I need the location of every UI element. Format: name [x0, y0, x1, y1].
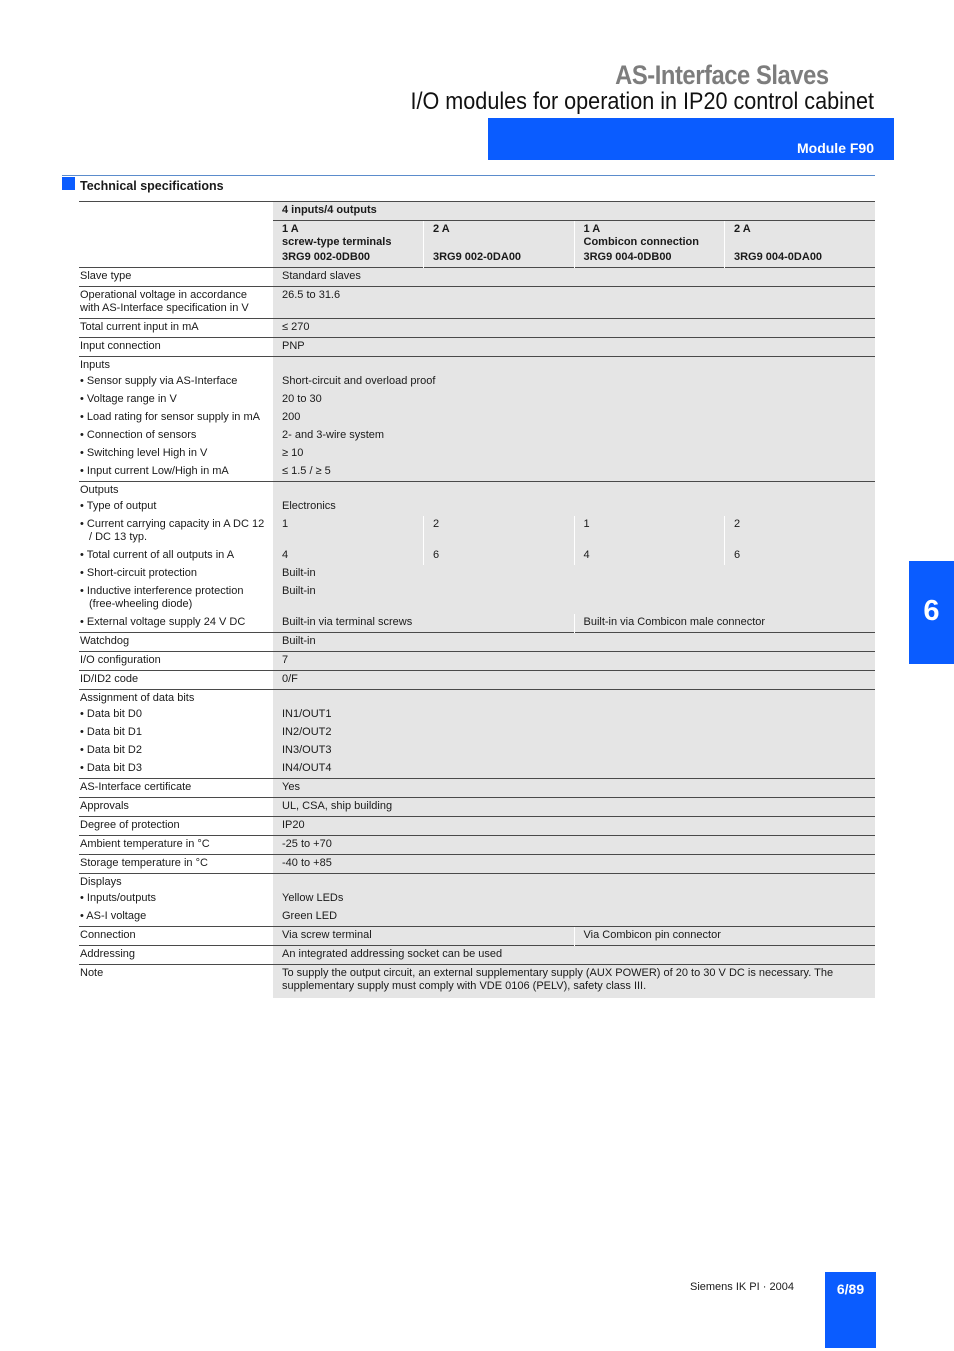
table-row: Note To supply the output circuit, an external supplementary supply (AUX POWER) of 20 to 30 V DC is necessary. The supplementary supply must comply with VDE 0106 (PELV), safety class III. — [79, 965, 875, 999]
table-row: • Sensor supply via AS-Interface Short-circuit and overload proof — [79, 373, 875, 391]
table-row: • Type of output Electronics — [79, 498, 875, 516]
table-row: • Data bit D2 IN3/OUT3 — [79, 742, 875, 760]
section-rule — [62, 175, 875, 176]
table-row: Total current input in mA ≤ 270 — [79, 319, 875, 338]
table-row: • Voltage range in V 20 to 30 — [79, 391, 875, 409]
section-marker — [62, 177, 75, 190]
table-row: • Inputs/outputs Yellow LEDs — [79, 890, 875, 908]
table-row: • Switching level High in V ≥ 10 — [79, 445, 875, 463]
table-row: Storage temperature in °C -40 to +85 — [79, 855, 875, 874]
table-row: • Data bit D1 IN2/OUT2 — [79, 724, 875, 742]
table-row: AS-Interface certificate Yes — [79, 779, 875, 798]
table-row: • Total current of all outputs in A 4 6 4 6 — [79, 547, 875, 565]
table-row: I/O configuration 7 — [79, 652, 875, 671]
column-order-no: 3RG9 002-0DA00 — [433, 251, 522, 263]
table-row: • Load rating for sensor supply in mA 200 — [79, 409, 875, 427]
column-order-no: 3RG9 004-0DB00 — [583, 251, 672, 263]
page-number: 6/89 — [836, 1281, 865, 1297]
table-row: • Data bit D0 IN1/OUT1 — [79, 706, 875, 724]
table-row: Degree of protection IP20 — [79, 817, 875, 836]
column-rating: 2 A — [734, 223, 751, 235]
table-row: Watchdog Built-in — [79, 633, 875, 652]
table-row: Operational voltage in accordance with AS-Interface specification in V 26.5 to 31.6 — [79, 287, 875, 319]
table-group-heading: Assignment of data bits — [79, 690, 875, 707]
table-group-heading: Outputs — [79, 482, 875, 499]
column-connection — [734, 236, 871, 249]
column-header — [574, 221, 725, 268]
column-header — [424, 221, 575, 268]
column-rating: 1 A — [282, 223, 299, 235]
table-row: • Input current Low/High in mA ≤ 1.5 / ≥ 5 — [79, 463, 875, 482]
catalog-subtitle: I/O modules for operation in IP20 control cabinet — [410, 88, 874, 115]
column-connection: Combicon connection — [583, 236, 699, 248]
table-row: • AS-I voltage Green LED — [79, 908, 875, 927]
column-connection: screw-type terminals — [282, 236, 392, 248]
table-row: • Connection of sensors 2- and 3-wire system — [79, 427, 875, 445]
table-row: Ambient temperature in °C -25 to +70 — [79, 836, 875, 855]
column-header — [725, 221, 876, 268]
section-title: Technical specifications — [80, 179, 224, 193]
header-columns-row — [79, 221, 875, 268]
chapter-number: 6 — [923, 595, 940, 627]
table-group-heading: Inputs — [79, 357, 875, 374]
table-row: • Data bit D3 IN4/OUT4 — [79, 760, 875, 779]
table-row: Approvals UL, CSA, ship building — [79, 798, 875, 817]
spec-table — [79, 201, 875, 998]
table-group-heading: Displays — [79, 874, 875, 891]
table-row: Slave type Standard slaves — [79, 268, 875, 287]
header-group-row — [79, 202, 875, 221]
table-row: Input connection PNP — [79, 338, 875, 357]
module-label: Module F90 — [796, 140, 874, 156]
table-row: Connection Via screw terminal Via Combicon pin connector — [79, 927, 875, 946]
page-number-box — [825, 1272, 876, 1348]
column-connection — [433, 236, 570, 249]
chapter-tab — [909, 561, 954, 664]
table-row: • Inductive interference protection (free-wheeling diode) Built-in — [79, 583, 875, 614]
group-header: 4 inputs/4 outputs — [273, 202, 875, 221]
module-banner — [488, 118, 894, 160]
column-rating: 2 A — [433, 223, 450, 235]
table-row: • Current carrying capacity in A DC 12 / DC 13 typ. 1 2 1 2 — [79, 516, 875, 547]
table-row: • Short-circuit protection Built-in — [79, 565, 875, 583]
column-header — [273, 221, 424, 268]
publication-label: Siemens IK PI · 2004 — [690, 1281, 794, 1293]
table-row: • External voltage supply 24 V DC Built-in via terminal screws Built-in via Combicon male connector — [79, 614, 875, 633]
column-rating: 1 A — [583, 223, 601, 235]
table-row: ID/ID2 code 0/F — [79, 671, 875, 690]
table-row: Addressing An integrated addressing socket can be used — [79, 946, 875, 965]
column-order-no: 3RG9 002-0DB00 — [282, 251, 371, 263]
catalog-title: AS-Interface Slaves — [615, 60, 829, 90]
column-order-no: 3RG9 004-0DA00 — [734, 251, 823, 263]
